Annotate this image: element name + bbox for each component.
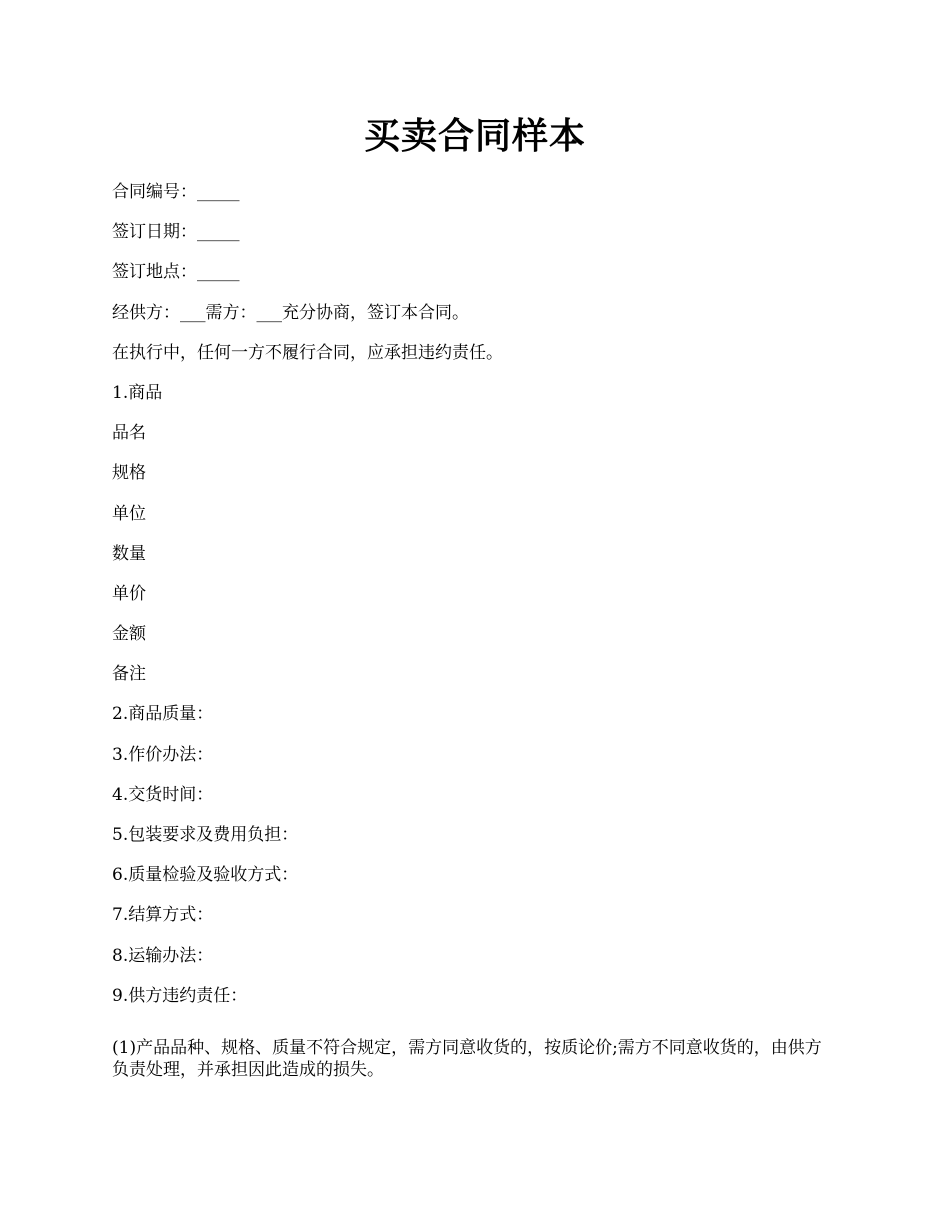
section-inspection: 6.质量检验及验收方式： — [112, 865, 299, 886]
field-remarks: 备注 — [112, 664, 146, 685]
section-transport: 8.运输办法： — [112, 945, 214, 966]
signing-date-line: 签订日期：_____ — [112, 222, 240, 243]
section-supplier-liability: 9.供方违约责任： — [112, 985, 248, 1006]
field-unit-price: 单价 — [112, 583, 146, 604]
section-settlement: 7.结算方式： — [112, 905, 214, 926]
section-pricing: 3.作价办法： — [112, 744, 214, 765]
field-quantity: 数量 — [112, 543, 146, 564]
parties-line: 经供方：___需方：___充分协商，签订本合同。 — [112, 302, 469, 323]
field-amount: 金额 — [112, 624, 146, 645]
section-goods: 1.商品 — [112, 382, 163, 403]
contract-number-line: 合同编号：_____ — [112, 182, 240, 202]
field-product-name: 品名 — [112, 423, 146, 444]
section-quality: 2.商品质量： — [112, 704, 214, 725]
section-packaging: 5.包装要求及费用负担： — [112, 825, 299, 845]
supplier-liability-clause-1: (1)产品品种、规格、质量不符合规定，需方同意收货的，按质论价;需方不同意收货的，由供方负责处理，并承担因此造成的损失。 — [112, 1038, 822, 1080]
field-specification: 规格 — [112, 463, 146, 484]
section-delivery-time: 4.交货时间： — [112, 784, 214, 805]
field-unit: 单位 — [112, 503, 146, 524]
document-body — [112, 181, 832, 1025]
liability-line: 在执行中，任何一方不履行合同，应承担违约责任。 — [112, 342, 503, 363]
document-title: 买卖合同样本 — [363, 115, 586, 157]
signing-place-line: 签订地点：_____ — [112, 262, 240, 283]
